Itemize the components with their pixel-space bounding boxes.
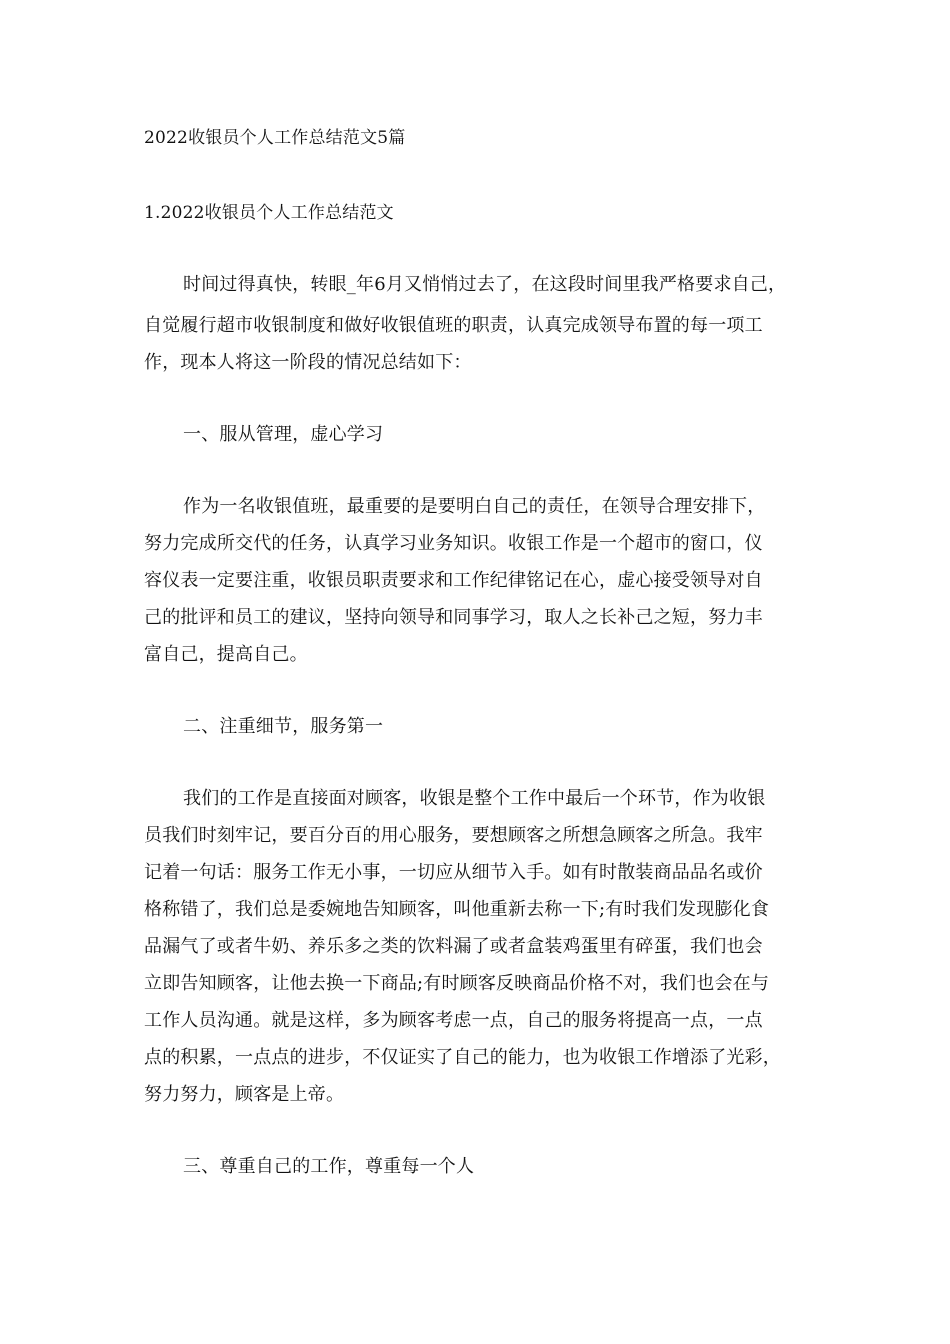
paragraph-line: 工作人员沟通。就是这样，多为顾客考虑一点，自己的服务将提高一点，一点: [144, 1010, 763, 1031]
paragraph-line: 品漏气了或者牛奶、养乐多之类的饮料漏了或者盒装鸡蛋里有碎蛋，我们也会: [144, 936, 763, 957]
paragraph-line: 作为一名收银值班，最重要的是要明白自己的责任，在领导合理安排下，: [183, 496, 766, 517]
paragraph-line: 己的批评和员工的建议，坚持向领导和同事学习，取人之长补己之短，努力丰: [144, 607, 763, 628]
paragraph-line: 我们的工作是直接面对顾客，收银是整个工作中最后一个环节，作为收银: [183, 788, 766, 809]
paragraph-line: 努力完成所交代的任务，认真学习业务知识。收银工作是一个超市的窗口，仪: [144, 533, 763, 554]
paragraph-line: 格称错了，我们总是委婉地告知顾客，叫他重新去称一下;有时我们发现膨化食: [144, 899, 770, 920]
paragraph-line: 点的积累，一点点的进步，不仅证实了自己的能力，也为收银工作增添了光彩，: [144, 1047, 781, 1068]
paragraph-line: 努力努力，顾客是上帝。: [144, 1084, 345, 1105]
section-heading: 二、注重细节，服务第一: [183, 716, 384, 737]
section-heading: 三、尊重自己的工作，尊重每一个人: [183, 1156, 475, 1177]
paragraph-line: 立即告知顾客，让他去换一下商品;有时顾客反映商品价格不对，我们也会在与: [144, 973, 770, 994]
paragraph-line: 时间过得真快，转眼_年6月又悄悄过去了，在这段时间里我严格要求自己，: [183, 274, 787, 295]
paragraph-line: 容仪表一定要注重，收银员职责要求和工作纪律铭记在心，虚心接受领导对自: [144, 570, 763, 591]
document-title: 2022收银员个人工作总结范文5篇: [144, 128, 406, 148]
section-heading: 一、服从管理，虚心学习: [183, 424, 384, 445]
paragraph-line: 自觉履行超市收银制度和做好收银值班的职责，认真完成领导布置的每一项工: [144, 315, 763, 336]
paragraph-line: 富自己，提高自己。: [144, 644, 308, 665]
paragraph-line: 员我们时刻牢记，要百分百的用心服务，要想顾客之所想急顾客之所急。我牢: [144, 825, 763, 846]
paragraph-line: 记着一句话：服务工作无小事，一切应从细节入手。如有时散装商品品名或价: [144, 862, 763, 883]
section-title: 1.2022收银员个人工作总结范文: [144, 203, 394, 223]
paragraph-line: 作，现本人将这一阶段的情况总结如下：: [144, 352, 472, 373]
